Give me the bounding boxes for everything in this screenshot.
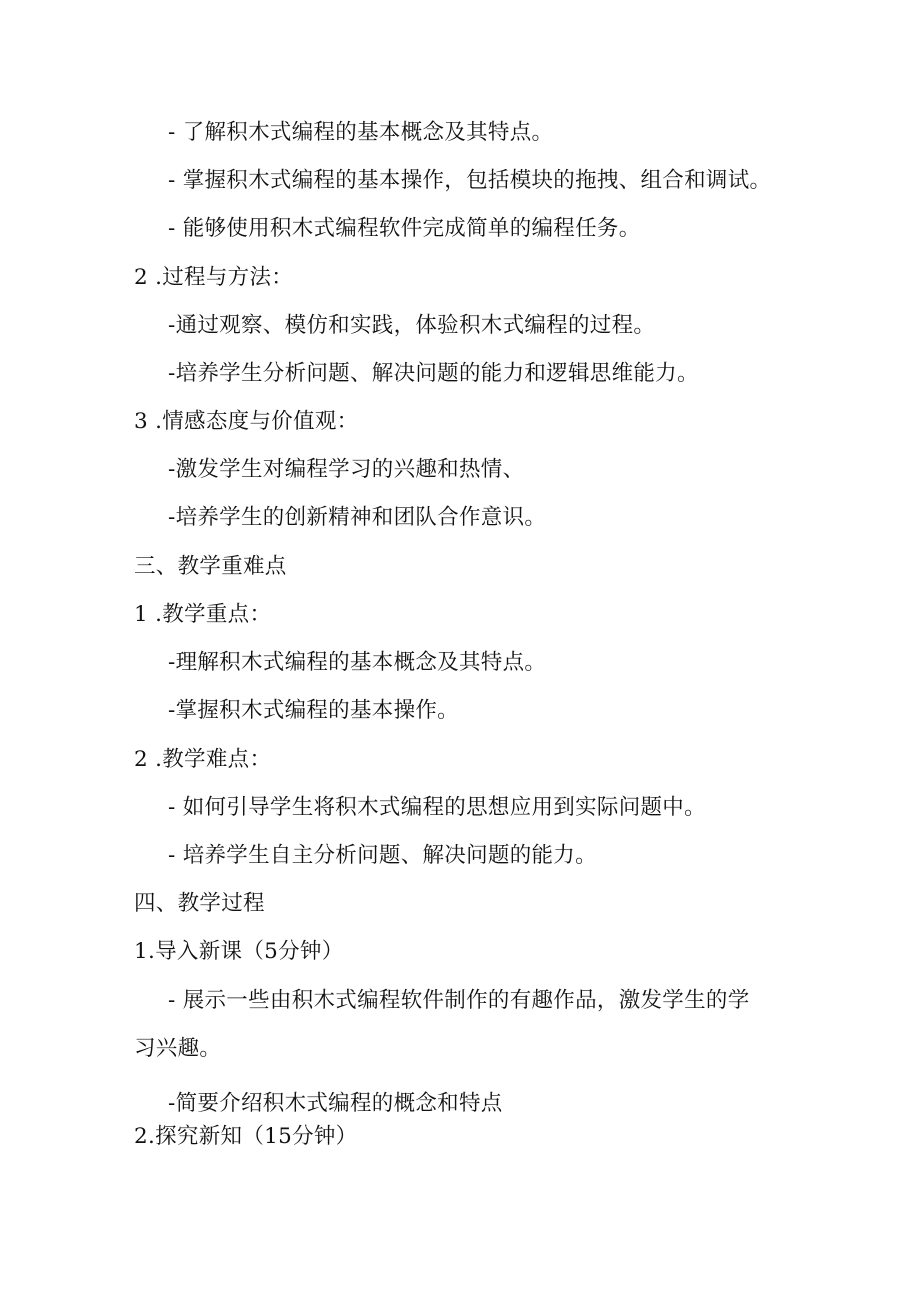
bullet-independent-analysis: - 培养学生自主分析问题、解决问题的能力。 xyxy=(168,843,597,868)
bullet-master-operations: -掌握积木式编程的基本操作。 xyxy=(168,698,459,723)
heading-key-points: 1 .教学重点： xyxy=(134,602,272,627)
bullet-show-works: - 展示一些由积木式编程软件制作的有趣作品，激发学生的学 xyxy=(168,988,750,1013)
heading-difficult-points: 2 .教学难点： xyxy=(134,747,272,772)
objective-bullet-complete-tasks: - 能够使用积木式编程软件完成简单的编程任务。 xyxy=(168,216,641,241)
bullet-brief-intro: -简要介绍积木式编程的概念和特点 xyxy=(168,1091,503,1116)
bullet-innovation-teamwork: -培养学生的创新精神和团队合作意识。 xyxy=(168,505,547,530)
heading-process-methods: 2 .过程与方法： xyxy=(134,265,294,290)
section-heading-teaching-process: 四、教学过程 xyxy=(134,891,265,916)
bullet-show-works-continued: 习兴趣。 xyxy=(134,1036,222,1061)
heading-emotion-values: 3 .情感态度与价值观： xyxy=(134,409,359,434)
heading-introduction: 1.导入新课（5分钟） xyxy=(134,939,344,964)
bullet-observe-imitate: -通过观察、模仿和实践，体验积木式编程的过程。 xyxy=(168,313,656,338)
objective-bullet-master-operations: - 掌握积木式编程的基本操作，包括模块的拖拽、组合和调试。 xyxy=(168,168,772,193)
bullet-inspire-interest: -激发学生对编程学习的兴趣和热情、 xyxy=(168,457,525,482)
bullet-apply-thinking: - 如何引导学生将积木式编程的思想应用到实际问题中。 xyxy=(168,795,706,820)
objective-bullet-understand-concepts: - 了解积木式编程的基本概念及其特点。 xyxy=(168,120,554,145)
heading-explore-new-knowledge: 2.探究新知（15分钟） xyxy=(134,1124,358,1149)
bullet-analysis-ability: -培养学生分析问题、解决问题的能力和逻辑思维能力。 xyxy=(168,361,699,386)
bullet-understand-concepts: -理解积木式编程的基本概念及其特点。 xyxy=(168,650,547,675)
section-heading-key-difficult-points: 三、教学重难点 xyxy=(134,554,287,579)
